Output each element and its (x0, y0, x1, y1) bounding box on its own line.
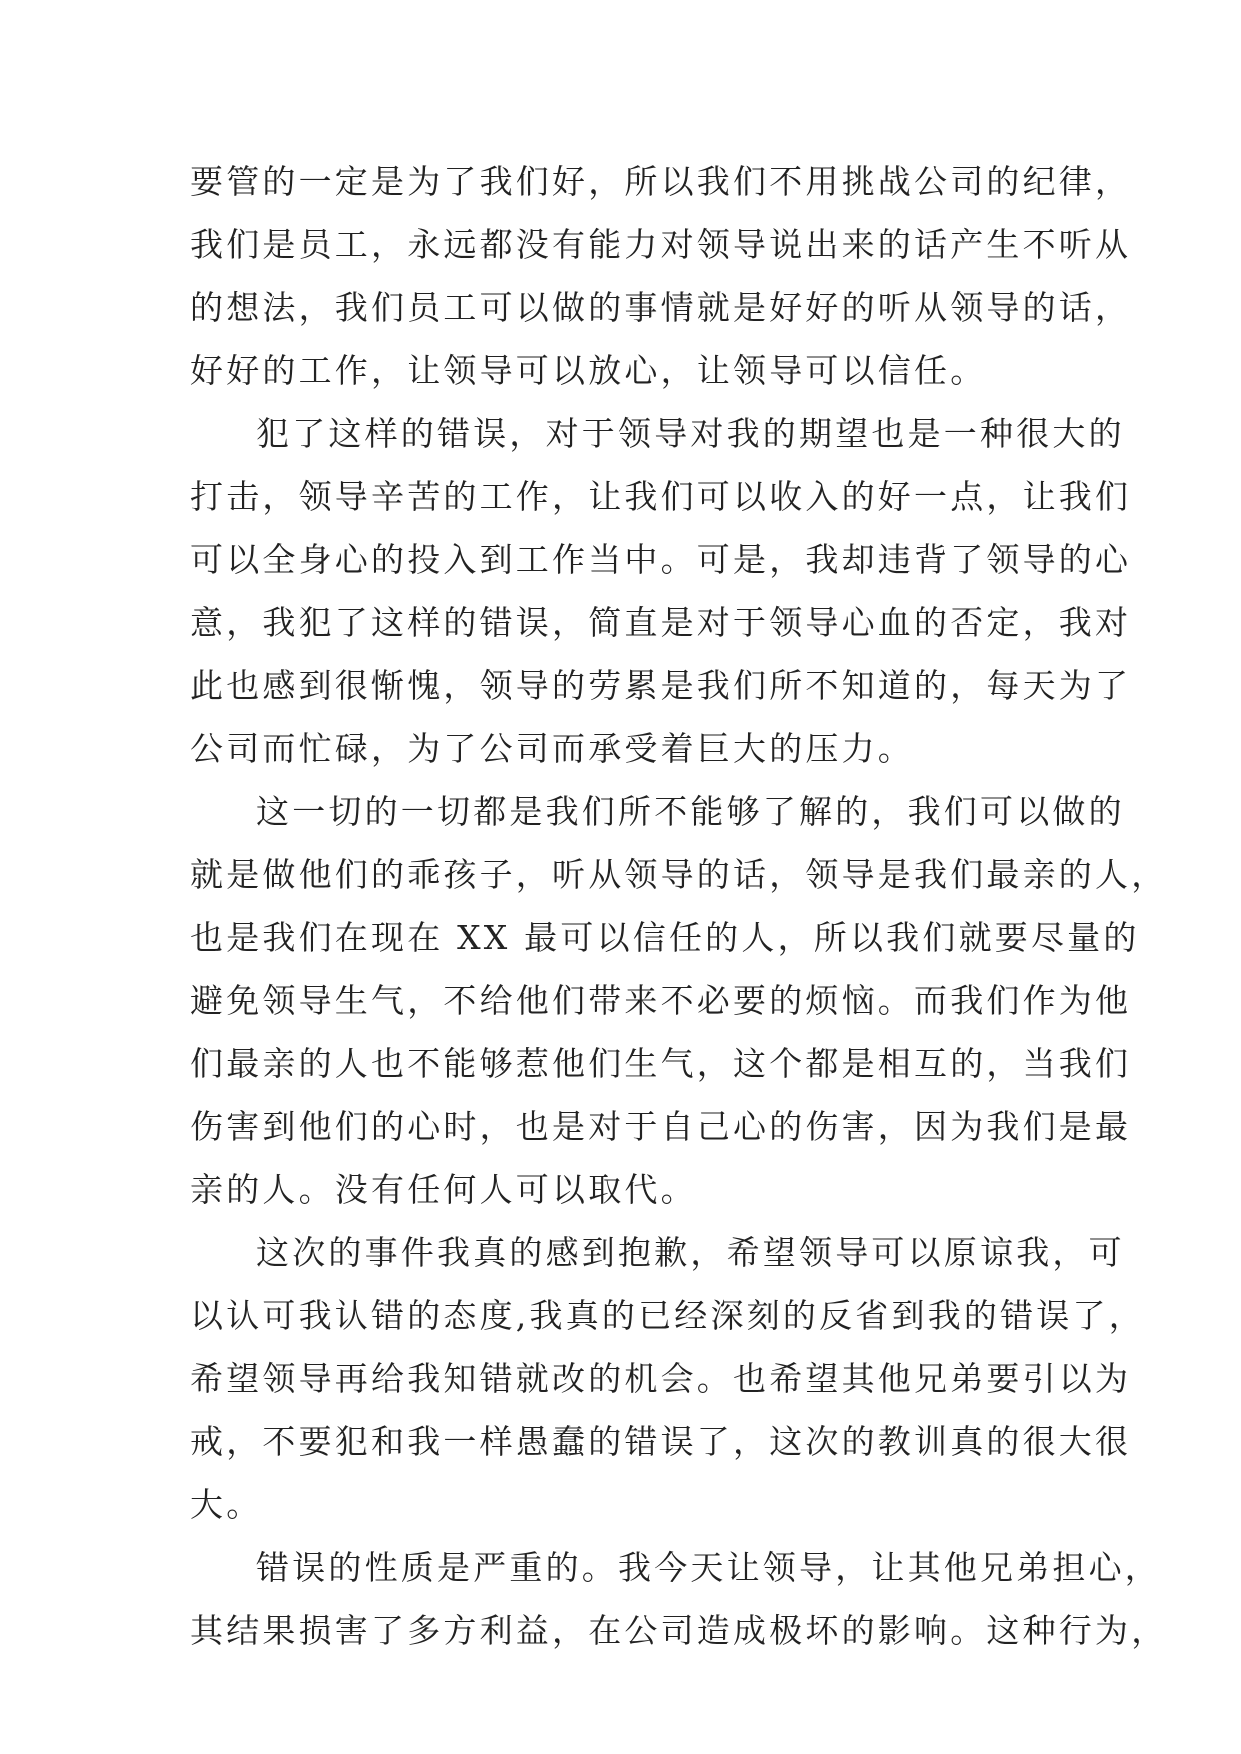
text-line: 也是我们在现在 XX 最可以信任的人，所以我们就要尽量的 (190, 918, 1140, 957)
text-line: 可以全身心的投入到工作当中。可是，我却违背了领导的心 (190, 540, 1132, 579)
text-line: 打击，领导辛苦的工作，让我们可以收入的好一点，让我们 (190, 477, 1132, 516)
text-line: 希望领导再给我知错就改的机会。也希望其他兄弟要引以为 (190, 1359, 1132, 1398)
text-line: 就是做他们的乖孩子，听从领导的话，领导是我们最亲的人， (190, 855, 1168, 894)
text-line: 其结果损害了多方利益，在公司造成极坏的影响。这种行为， (190, 1611, 1168, 1650)
text-line: 戒，不要犯和我一样愚蠢的错误了，这次的教训真的很大很 (190, 1422, 1132, 1461)
text-line: 的想法，我们员工可以做的事情就是好好的听从领导的话， (190, 288, 1132, 327)
text-line: 错误的性质是严重的。我今天让领导，让其他兄弟担心， (256, 1548, 1161, 1587)
paragraph-2 (190, 402, 1132, 780)
text-line: 好好的工作，让领导可以放心，让领导可以信任。 (190, 351, 987, 390)
paragraph-3 (190, 780, 1168, 1221)
text-line: 以认可我认错的态度,我真的已经深刻的反省到我的错误了， (190, 1296, 1145, 1335)
text-line: 意，我犯了这样的错误，简直是对于领导心血的否定，我对 (190, 603, 1132, 642)
paragraph-1 (190, 150, 1132, 402)
text-line: 避免领导生气，不给他们带来不必要的烦恼。而我们作为他 (190, 981, 1132, 1020)
text-line: 此也感到很惭愧，领导的劳累是我们所不知道的，每天为了 (190, 666, 1132, 705)
text-line: 们最亲的人也不能够惹他们生气，这个都是相互的，当我们 (190, 1044, 1132, 1083)
text-line: 犯了这样的错误，对于领导对我的期望也是一种很大的 (256, 414, 1125, 453)
paragraph-4 (190, 1221, 1145, 1536)
text-line: 我们是员工，永远都没有能力对领导说出来的话产生不听从 (190, 225, 1132, 264)
text-line: 这次的事件我真的感到抱歉，希望领导可以原谅我，可 (256, 1233, 1125, 1272)
text-line: 伤害到他们的心时，也是对于自己心的伤害，因为我们是最 (190, 1107, 1132, 1146)
text-line: 这一切的一切都是我们所不能够了解的，我们可以做的 (256, 792, 1125, 831)
text-line: 大。 (190, 1485, 263, 1524)
text-line: 公司而忙碌，为了公司而承受着巨大的压力。 (190, 729, 914, 768)
document-body (190, 150, 1168, 1662)
paragraph-5 (190, 1536, 1168, 1662)
text-line: 要管的一定是为了我们好，所以我们不用挑战公司的纪律， (190, 162, 1132, 201)
text-line: 亲的人。没有任何人可以取代。 (190, 1170, 697, 1209)
